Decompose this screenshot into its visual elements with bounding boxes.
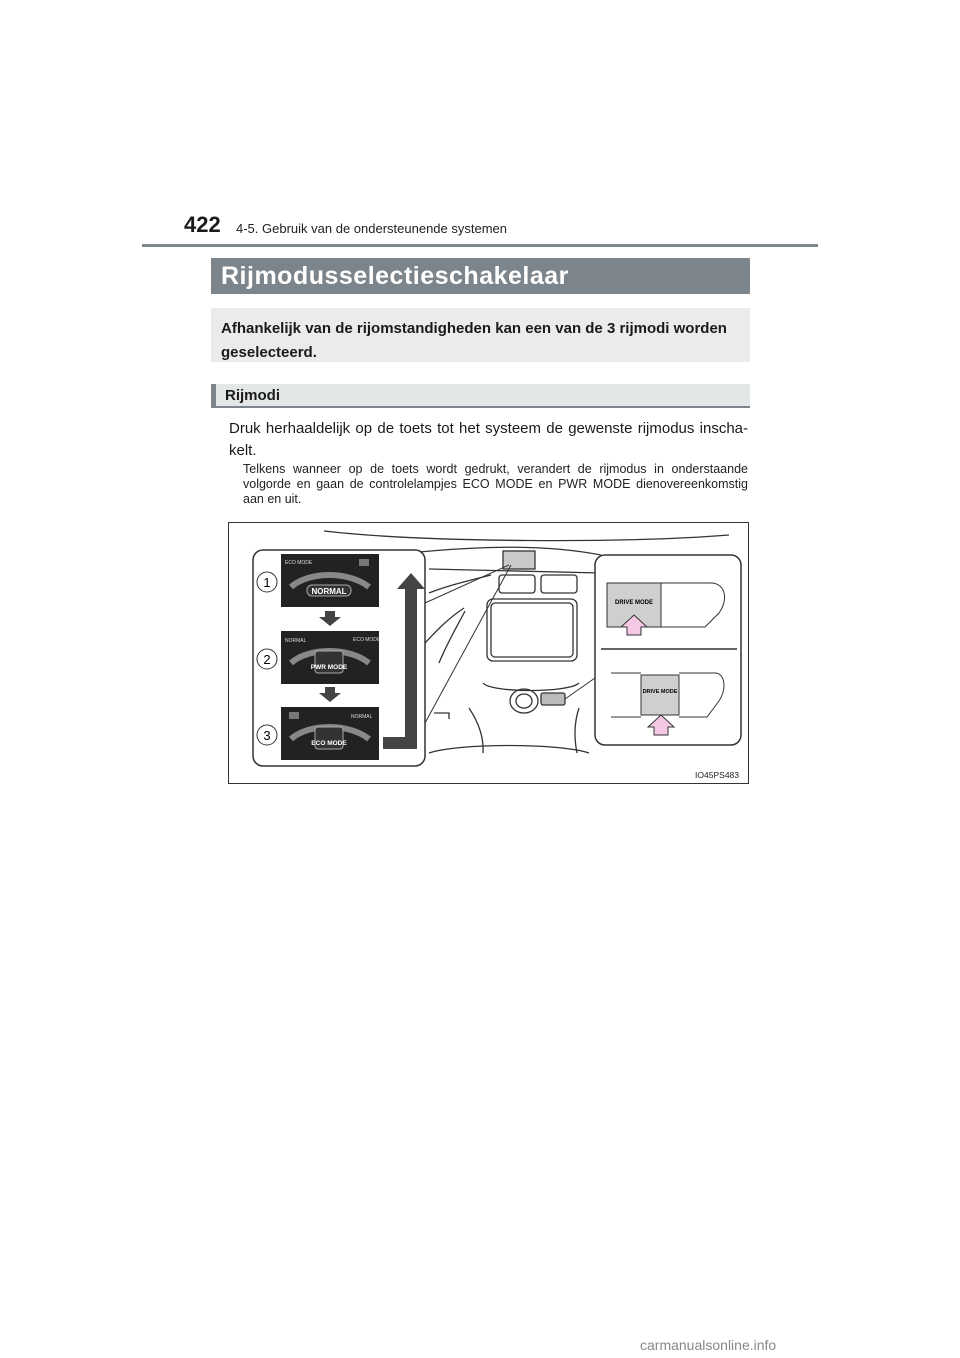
- step-2-marker: [257, 649, 277, 669]
- section-title: 4-5. Gebruik van de ondersteunende systemen: [236, 221, 508, 236]
- step-3-marker: [257, 725, 277, 745]
- page-title: Rijmodusselectieschakelaar: [211, 258, 750, 294]
- display-3-badge: ECO MODE: [311, 740, 347, 747]
- display-1-corner-left: ECO MODE: [285, 560, 313, 566]
- display-3-corner-right: NORMAL: [351, 714, 373, 720]
- display-1-badge: NORMAL: [311, 587, 347, 596]
- intro-text: Afhankelijk van de rijomstandigheden kan een van de 3 rijmodi worden geselecteerd.: [221, 320, 727, 361]
- subsection-accent: [211, 384, 216, 408]
- header-rule: [142, 244, 818, 247]
- display-2-corner-right: ECO MODE: [353, 637, 381, 643]
- display-2-badge: PWR MODE: [310, 664, 348, 671]
- illustration-svg: [229, 523, 748, 783]
- watermark: carmanualsonline.info: [640, 1337, 777, 1353]
- display-1-indicator-icon: [359, 559, 369, 566]
- note-paragraph: Telkens wanneer op de toets wordt gedrukt, verandert de rijmodus in onderstaande volgorde en gaan de controlelampjes ECO MODE en PWR MODE dienovereenkomstig aan en uit.: [243, 462, 748, 506]
- intro-box: [211, 308, 750, 362]
- mode-sequence-panel: [253, 550, 425, 766]
- mode-display-pwr: [281, 631, 381, 684]
- figure-code: IO45PS483: [695, 770, 739, 780]
- display-2-corner-left: NORMAL: [285, 638, 307, 644]
- step-1-marker: [257, 572, 277, 592]
- mode-display-normal: [281, 554, 379, 607]
- drive-mode-button-label-2: DRIVE MODE: [642, 689, 678, 695]
- subsection-title: Rijmodi: [225, 387, 280, 404]
- body-paragraph: Druk herhaaldelijk op de toets tot het systeem de gewenste rijmodus inschakelt.: [229, 420, 748, 459]
- drive-mode-button-label-1: DRIVE MODE: [614, 600, 654, 606]
- display-3-indicator-icon: [289, 712, 299, 719]
- drive-mode-button-panel: [595, 555, 741, 745]
- svg-text:2: 2: [263, 652, 271, 667]
- svg-text:3: 3: [263, 728, 271, 743]
- drive-mode-illustration: [228, 522, 749, 784]
- mode-display-eco: [281, 707, 379, 760]
- page-number: 422: [184, 212, 221, 237]
- subsection-header: [211, 384, 750, 408]
- svg-text:1: 1: [263, 575, 271, 590]
